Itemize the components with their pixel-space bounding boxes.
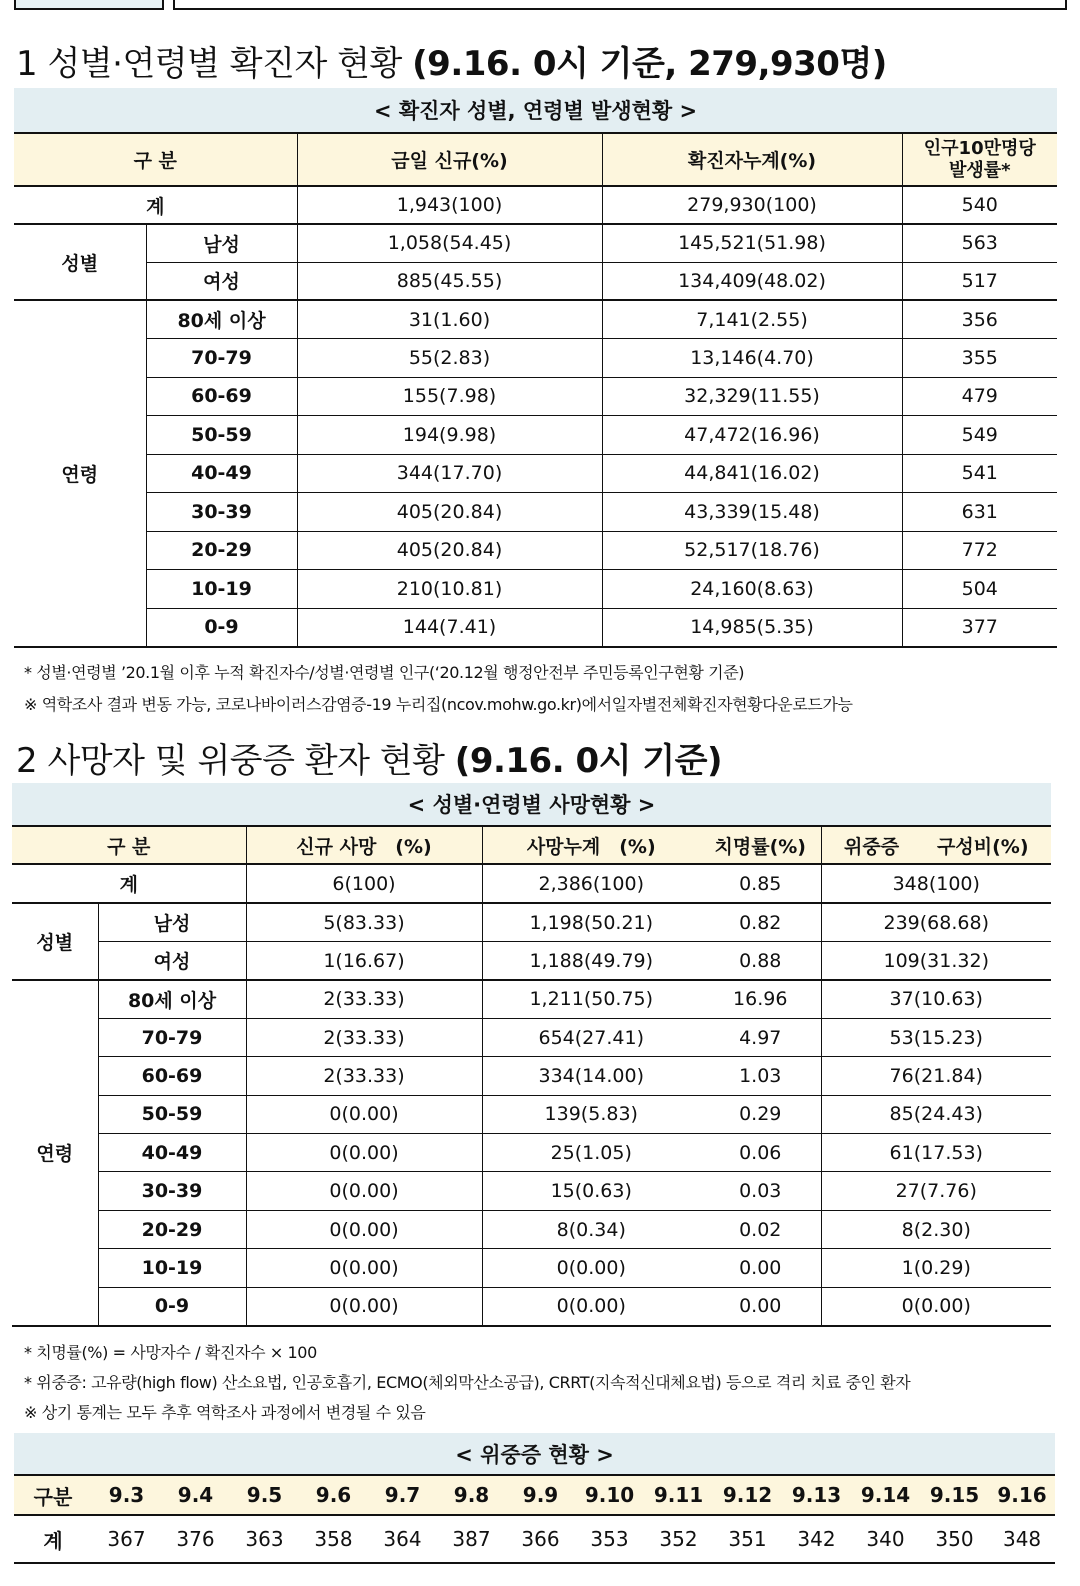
cell-severe: 85(24.43) — [821, 1095, 1051, 1133]
section1-note-2: ※ 역학조사 결과 변동 가능, 코로나바이러스감염증-19 누리집(ncov.mohw.go.kr)에서일자별전체확진자현황다운로드가능 — [24, 695, 853, 714]
cell-cumulative: 24,160(8.63) — [602, 570, 902, 609]
confirmed-cases-table — [14, 88, 1057, 648]
cell-severe-count: 366 — [506, 1515, 575, 1563]
table-row — [12, 1018, 1051, 1056]
cell-rate: 479 — [902, 377, 1057, 416]
row-label: 80세 이상 — [98, 980, 246, 1018]
group-label-sex: 성별 — [12, 903, 98, 980]
top-tab-box-left — [14, 0, 164, 10]
cell-new: 405(20.84) — [297, 531, 602, 570]
cell-severe-count: 363 — [230, 1515, 299, 1563]
header-new: 금일 신규(%) — [297, 133, 602, 186]
cell-fatality-rate: 1.03 — [700, 1057, 821, 1095]
table-row — [14, 339, 1057, 378]
row-label: 30-39 — [146, 493, 297, 532]
row-label: 0-9 — [146, 608, 297, 647]
table-header-row — [14, 133, 1057, 186]
table-row — [14, 454, 1057, 493]
cell-severe-count: 342 — [782, 1515, 851, 1563]
row-label-total: 계 — [12, 864, 246, 903]
table-caption-row — [14, 88, 1057, 133]
cell-cumulative: 44,841(16.02) — [602, 454, 902, 493]
cell-new-deaths: 0(0.00) — [246, 1134, 482, 1172]
cell-cumulative: 7,141(2.55) — [602, 300, 902, 339]
header-date: 9.11 — [644, 1475, 713, 1515]
header-category: 구분 — [14, 1475, 92, 1515]
table-row — [12, 942, 1051, 981]
cell-new: 885(45.55) — [297, 262, 602, 300]
header-category: 구 분 — [12, 826, 246, 864]
cell-severe-count: 352 — [644, 1515, 713, 1563]
table-row — [12, 1249, 1051, 1287]
cell-cumulative: 52,517(18.76) — [602, 531, 902, 570]
cell-fatality-rate: 4.97 — [700, 1018, 821, 1056]
header-cumulative: 확진자누계(%) — [602, 133, 902, 186]
cell-cumulative: 43,339(15.48) — [602, 493, 902, 532]
cell-new-deaths: 6(100) — [246, 864, 482, 903]
cell-rate: 631 — [902, 493, 1057, 532]
table-row — [12, 1287, 1051, 1325]
row-label-total: 계 — [14, 186, 297, 224]
cell-severe-count: 376 — [161, 1515, 230, 1563]
cell-new: 344(17.70) — [297, 454, 602, 493]
group-label-age: 연령 — [14, 300, 146, 647]
header-date: 9.9 — [506, 1475, 575, 1515]
header-rate-line1: 인구10만명당 — [923, 137, 1036, 159]
cell-severe: 8(2.30) — [821, 1210, 1051, 1248]
row-label: 10-19 — [98, 1249, 246, 1287]
group-label-age: 연령 — [12, 980, 98, 1326]
table-caption-row — [14, 1433, 1055, 1475]
table-row — [14, 493, 1057, 532]
cell-cumulative: 279,930(100) — [602, 186, 902, 224]
cell-severe: 61(17.53) — [821, 1134, 1051, 1172]
cell-new-deaths: 0(0.00) — [246, 1095, 482, 1133]
cell-rate: 504 — [902, 570, 1057, 609]
table-header-row — [14, 1475, 1055, 1515]
section1-title — [16, 36, 887, 85]
cell-new-deaths: 2(33.33) — [246, 1018, 482, 1056]
header-date: 9.6 — [299, 1475, 368, 1515]
cell-severe-count: 351 — [713, 1515, 782, 1563]
table-caption: < 성별·연령별 사망현황 > — [12, 783, 1051, 826]
cell-new: 55(2.83) — [297, 339, 602, 378]
cell-severe: 37(10.63) — [821, 980, 1051, 1018]
table-row — [12, 1057, 1051, 1095]
cell-cumulative: 134,409(48.02) — [602, 262, 902, 300]
header-date: 9.10 — [575, 1475, 644, 1515]
table-row — [12, 1134, 1051, 1172]
row-label: 0-9 — [98, 1287, 246, 1325]
cell-new: 405(20.84) — [297, 493, 602, 532]
table-row — [14, 224, 1057, 262]
row-label: 남성 — [98, 903, 246, 942]
cell-cumulative: 47,472(16.96) — [602, 416, 902, 455]
header-date: 9.7 — [368, 1475, 437, 1515]
cell-rate: 540 — [961, 194, 998, 216]
cell-rate: 356 — [902, 300, 1057, 339]
severe-cases-table — [14, 1433, 1055, 1564]
cell-cumulative-deaths: 25(1.05) — [482, 1134, 700, 1172]
header-date: 9.14 — [851, 1475, 920, 1515]
cell-fatality-rate: 0.85 — [700, 864, 821, 903]
table-row — [12, 980, 1051, 1018]
cell-severe-count: 348 — [989, 1515, 1055, 1563]
table-row — [12, 1172, 1051, 1210]
cell-new: 31(1.60) — [297, 300, 602, 339]
cell-rate: 355 — [902, 339, 1057, 378]
cell-fatality-rate: 0.06 — [700, 1134, 821, 1172]
header-date: 9.12 — [713, 1475, 782, 1515]
cell-cumulative-deaths: 1,188(49.79) — [482, 942, 700, 981]
table-row — [14, 186, 1057, 224]
row-label-total: 계 — [14, 1515, 92, 1563]
header-date: 9.4 — [161, 1475, 230, 1515]
row-label: 10-19 — [146, 570, 297, 609]
row-label: 40-49 — [146, 454, 297, 493]
table-caption: < 위중증 현황 > — [14, 1433, 1055, 1475]
table-header-row — [12, 826, 1051, 864]
cell-cumulative: 13,146(4.70) — [602, 339, 902, 378]
section2-number: 2 — [16, 741, 38, 781]
section1-title-text: 성별·연령별 확진자 현황 — [47, 44, 402, 84]
header-date: 9.8 — [437, 1475, 506, 1515]
cell-new: 210(10.81) — [297, 570, 602, 609]
cell-rate: 541 — [902, 454, 1057, 493]
section2-title — [16, 733, 722, 782]
row-label: 80세 이상 — [146, 300, 297, 339]
cell-cumulative-deaths: 1,198(50.21) — [482, 903, 700, 942]
row-label: 60-69 — [146, 377, 297, 416]
cell-severe-count: 364 — [368, 1515, 437, 1563]
cell-severe-count: 358 — [299, 1515, 368, 1563]
cell-severe: 348(100) — [892, 872, 980, 895]
cell-fatality-rate: 0.00 — [700, 1287, 821, 1325]
cell-new-deaths: 0(0.00) — [246, 1249, 482, 1287]
cell-fatality-rate: 16.96 — [700, 980, 821, 1018]
group-label-sex: 성별 — [14, 224, 146, 300]
table-row — [14, 531, 1057, 570]
cell-cumulative-deaths: 139(5.83) — [482, 1095, 700, 1133]
cell-cumulative: 14,985(5.35) — [602, 608, 902, 647]
cell-severe-count: 350 — [920, 1515, 989, 1563]
header-date: 9.15 — [920, 1475, 989, 1515]
header-severe: 위중증 구성비(%) — [821, 826, 1051, 864]
section2-note-2: * 위중증: 고유량(high flow) 산소요법, 인공호흡기, ECMO(체외막산소공급), CRRT(지속적신대체요법) 등으로 격리 치료 중인 환자 — [24, 1373, 911, 1392]
cell-new-deaths: 0(0.00) — [246, 1210, 482, 1248]
header-date: 9.5 — [230, 1475, 299, 1515]
row-label: 20-29 — [146, 531, 297, 570]
cell-new: 194(9.98) — [297, 416, 602, 455]
table-row — [14, 608, 1057, 647]
cell-new-deaths: 2(33.33) — [246, 1057, 482, 1095]
header-new-deaths: 신규 사망 (%) — [246, 826, 482, 864]
table-row — [14, 570, 1057, 609]
section1-title-basis: (9.16. 0시 기준, 279,930명) — [412, 44, 887, 84]
cell-cumulative-deaths: 8(0.34) — [482, 1210, 700, 1248]
table-row — [14, 377, 1057, 416]
cell-fatality-rate: 0.29 — [700, 1095, 821, 1133]
row-label: 50-59 — [98, 1095, 246, 1133]
table-row — [14, 300, 1057, 339]
cell-cumulative: 145,521(51.98) — [602, 224, 902, 262]
header-category: 구 분 — [14, 133, 297, 186]
cell-rate: 377 — [902, 608, 1057, 647]
cell-severe-count: 353 — [575, 1515, 644, 1563]
cell-new: 155(7.98) — [297, 377, 602, 416]
cell-cumulative-deaths: 334(14.00) — [482, 1057, 700, 1095]
row-label: 70-79 — [146, 339, 297, 378]
cell-rate: 563 — [902, 224, 1057, 262]
cell-new-deaths: 2(33.33) — [246, 980, 482, 1018]
deaths-table — [12, 783, 1051, 1327]
cell-severe: 27(7.76) — [821, 1172, 1051, 1210]
section1-number: 1 — [16, 44, 38, 84]
cell-cumulative-deaths: 0(0.00) — [482, 1249, 700, 1287]
cell-fatality-rate: 0.82 — [700, 903, 821, 942]
table-row — [12, 1095, 1051, 1133]
table-row — [12, 864, 1051, 903]
cell-cumulative-deaths: 0(0.00) — [482, 1287, 700, 1325]
cell-new-deaths: 0(0.00) — [246, 1172, 482, 1210]
cell-cumulative-deaths: 1,211(50.75) — [482, 980, 700, 1018]
cell-rate: 549 — [902, 416, 1057, 455]
section2-title-basis: (9.16. 0시 기준) — [454, 741, 723, 781]
row-label: 남성 — [146, 224, 297, 262]
cell-severe: 1(0.29) — [821, 1249, 1051, 1287]
section1-note-1: * 성별·연령별 ’20.1월 이후 누적 확진자수/성별·연령별 인구(‘20.12월 행정안전부 주민등록인구현황 기준) — [24, 663, 745, 682]
cell-severe: 109(31.32) — [821, 942, 1051, 981]
cell-fatality-rate: 0.88 — [700, 942, 821, 981]
cell-new-deaths: 0(0.00) — [246, 1287, 482, 1325]
cell-new: 1,058(54.45) — [297, 224, 602, 262]
table-row — [12, 1210, 1051, 1248]
header-date: 9.16 — [989, 1475, 1055, 1515]
header-rate-line2: 발생률* — [948, 159, 1011, 181]
row-label: 50-59 — [146, 416, 297, 455]
row-label: 30-39 — [98, 1172, 246, 1210]
cell-fatality-rate: 0.03 — [700, 1172, 821, 1210]
cell-new: 1,943(100) — [297, 186, 602, 224]
table-caption: < 확진자 성별, 연령별 발생현황 > — [14, 88, 1057, 133]
row-label: 60-69 — [98, 1057, 246, 1095]
cell-rate: 772 — [902, 531, 1057, 570]
cell-new-deaths: 5(83.33) — [246, 903, 482, 942]
header-date: 9.3 — [92, 1475, 161, 1515]
cell-fatality-rate: 0.02 — [700, 1210, 821, 1248]
cell-severe: 0(0.00) — [821, 1287, 1051, 1325]
cell-severe: 239(68.68) — [821, 903, 1051, 942]
header-date: 9.13 — [782, 1475, 851, 1515]
row-label: 여성 — [98, 942, 246, 981]
cell-severe: 53(15.23) — [821, 1018, 1051, 1056]
row-label: 20-29 — [98, 1210, 246, 1248]
section2-title-text: 사망자 및 위중증 환자 현황 — [47, 741, 445, 781]
table-caption-row — [12, 783, 1051, 826]
table-row — [14, 262, 1057, 300]
top-tab-box-right — [173, 0, 1067, 10]
section2-note-1: * 치명률(%) = 사망자수 / 확진자수 × 100 — [24, 1343, 317, 1362]
row-label: 여성 — [146, 262, 297, 300]
cell-severe-count: 387 — [437, 1515, 506, 1563]
cell-fatality-rate: 0.00 — [700, 1249, 821, 1287]
table-row — [12, 903, 1051, 942]
cell-rate: 517 — [902, 262, 1057, 300]
header-cumulative-deaths: 사망누계 (%) — [482, 826, 700, 864]
cell-cumulative-deaths: 15(0.63) — [482, 1172, 700, 1210]
table-row — [14, 1515, 1055, 1563]
row-label: 40-49 — [98, 1134, 246, 1172]
cell-severe-count: 367 — [92, 1515, 161, 1563]
section2-note-3: ※ 상기 통계는 모두 추후 역학조사 과정에서 변경될 수 있음 — [24, 1403, 426, 1422]
cell-new-deaths: 1(16.67) — [246, 942, 482, 981]
row-label: 70-79 — [98, 1018, 246, 1056]
cell-cumulative: 32,329(11.55) — [602, 377, 902, 416]
header-rate — [902, 133, 1057, 186]
header-fatality-rate: 치명률(%) — [700, 826, 821, 864]
cell-new: 144(7.41) — [297, 608, 602, 647]
cell-severe-count: 340 — [851, 1515, 920, 1563]
cell-cumulative-deaths: 2,386(100) — [538, 872, 644, 895]
table-row — [14, 416, 1057, 455]
cell-severe: 76(21.84) — [821, 1057, 1051, 1095]
cell-cumulative-deaths: 654(27.41) — [482, 1018, 700, 1056]
